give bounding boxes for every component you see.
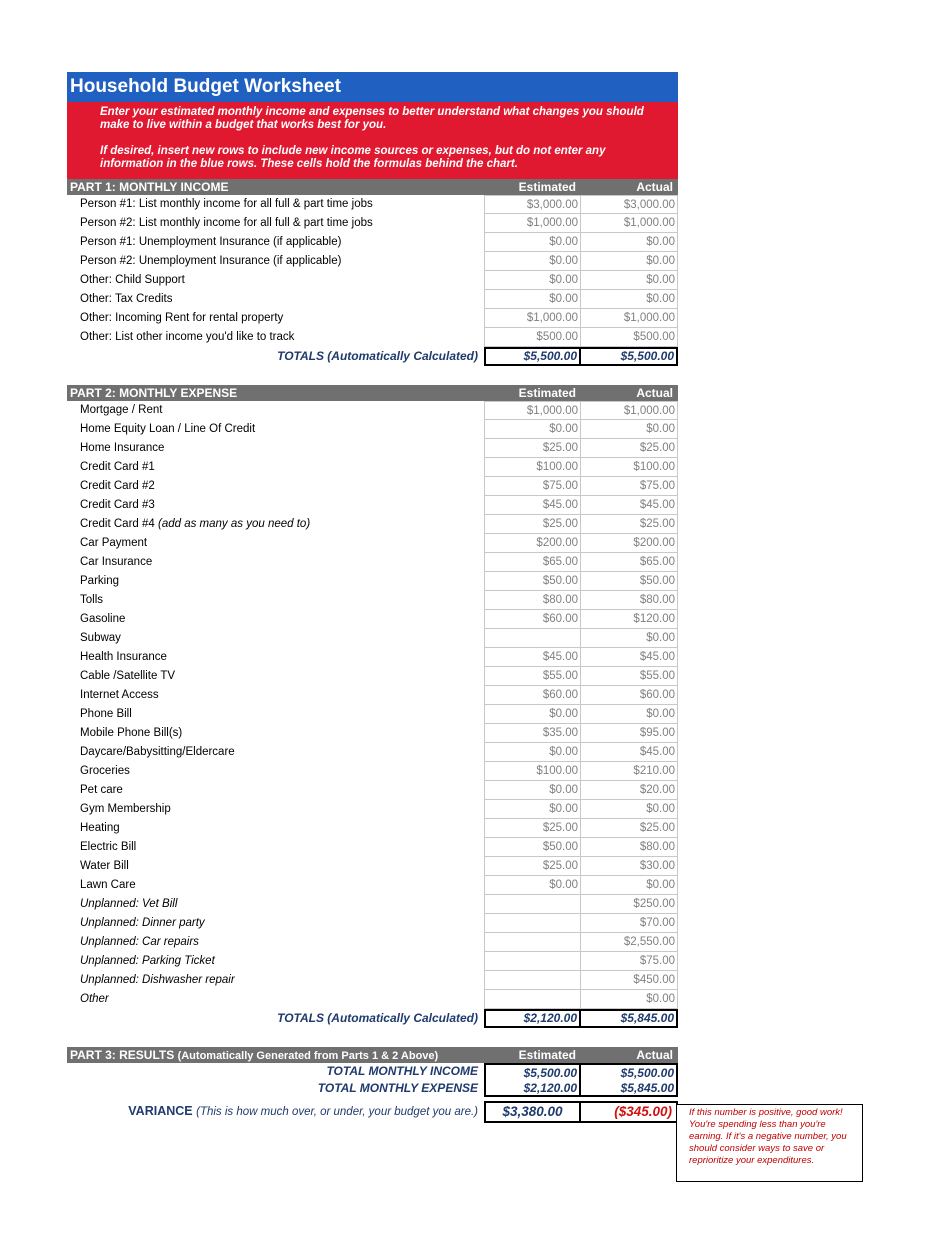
expense-row	[67, 515, 678, 534]
results-income-row	[67, 1063, 678, 1080]
expense-estimated-cell[interactable]: $25.00	[484, 857, 581, 876]
expense-actual-cell[interactable]: $20.00	[581, 781, 678, 800]
expense-actual-cell[interactable]: $80.00	[581, 838, 678, 857]
expense-actual-cell[interactable]: $120.00	[581, 610, 678, 629]
expense-estimated-cell[interactable]	[484, 914, 581, 933]
expense-estimated-cell[interactable]	[484, 990, 581, 1009]
expense-row-label-text: Unplanned: Dishwasher repair	[80, 974, 235, 986]
expense-row-label-text: Heating	[80, 822, 120, 834]
expense-row-label-text: Subway	[80, 632, 121, 644]
expense-row	[67, 933, 678, 952]
income-row	[67, 252, 678, 271]
expense-actual-cell[interactable]: $45.00	[581, 743, 678, 762]
variance-note: (This is how much over, or under, your budget you are.)	[196, 1106, 478, 1118]
income-total-estimated[interactable]: $5,500.00	[484, 347, 581, 366]
income-actual-cell[interactable]: $0.00	[581, 252, 678, 271]
expense-row-label-text: Unplanned: Car repairs	[80, 936, 199, 948]
expense-row-label	[67, 686, 484, 705]
expense-row	[67, 553, 678, 572]
income-estimated-cell[interactable]: $3,000.00	[484, 195, 581, 214]
expense-row-label-text: Credit Card #2	[80, 480, 155, 492]
results-actual-header: Actual	[636, 1048, 673, 1062]
income-row-label	[67, 328, 484, 347]
income-estimated-cell[interactable]: $0.00	[484, 233, 581, 252]
section-spacer	[67, 366, 678, 385]
expense-actual-cell[interactable]: $50.00	[581, 572, 678, 591]
income-row	[67, 271, 678, 290]
income-row-label	[67, 252, 484, 271]
income-row-label-text: Person #1: List monthly income for all full & part time jobs	[80, 198, 373, 210]
expense-row	[67, 895, 678, 914]
expense-total-actual[interactable]: $5,845.00	[581, 1009, 678, 1028]
expense-row-label-text: Water Bill	[80, 860, 129, 872]
expense-actual-cell[interactable]: $0.00	[581, 420, 678, 439]
expense-actual-cell[interactable]: $0.00	[581, 990, 678, 1009]
expense-estimated-header: Estimated	[518, 386, 576, 400]
expense-row	[67, 952, 678, 971]
expense-estimated-cell[interactable]: $65.00	[484, 553, 581, 572]
results-expense-label: TOTAL MONTHLY EXPENSE	[317, 1081, 478, 1095]
expense-row	[67, 667, 678, 686]
expense-row-label-text: Unplanned: Vet Bill	[80, 898, 178, 910]
expense-row-label	[67, 724, 484, 743]
income-row-label	[67, 233, 484, 252]
expense-totals-label: TOTALS (Automatically Calculated)	[277, 1011, 478, 1025]
expense-actual-cell[interactable]: $450.00	[581, 971, 678, 990]
expense-row-label	[67, 572, 484, 591]
variance-estimated[interactable]: $3,380.00	[484, 1101, 581, 1123]
expense-estimated-cell[interactable]: $25.00	[484, 439, 581, 458]
expense-totals-row	[67, 1009, 678, 1028]
expense-row-label	[67, 838, 484, 857]
variance-comment-box: If this number is positive, good work! You're spending less than you're earning. If it's a negative number, you should consider ways to save or reprioritize your expenditures.	[676, 1104, 863, 1182]
income-totals-row	[67, 347, 678, 366]
expense-actual-cell[interactable]: $60.00	[581, 686, 678, 705]
expense-row-label-text: Credit Card #1	[80, 461, 155, 473]
worksheet-title: Household Budget Worksheet	[67, 72, 678, 102]
income-rows	[67, 195, 678, 347]
expense-estimated-cell[interactable]: $1,000.00	[484, 401, 581, 420]
expense-actual-header: Actual	[636, 386, 673, 400]
expense-section-header	[67, 385, 678, 401]
income-row-label	[67, 271, 484, 290]
expense-row-label	[67, 439, 484, 458]
expense-row	[67, 705, 678, 724]
expense-row-label	[67, 762, 484, 781]
income-row-label	[67, 290, 484, 309]
expense-row-label-text: Unplanned: Parking Ticket	[80, 955, 215, 967]
expense-row-label	[67, 515, 484, 534]
expense-row	[67, 610, 678, 629]
expense-row-label-text: Health Insurance	[80, 651, 167, 663]
income-row	[67, 328, 678, 347]
expense-row-label-text: Credit Card #4	[80, 518, 155, 530]
expense-estimated-cell[interactable]: $35.00	[484, 724, 581, 743]
expense-estimated-cell[interactable]: $50.00	[484, 838, 581, 857]
expense-row	[67, 629, 678, 648]
results-expense-estimated[interactable]: $2,120.00	[484, 1080, 581, 1097]
expense-row-label	[67, 610, 484, 629]
expense-actual-cell[interactable]: $200.00	[581, 534, 678, 553]
expense-row-label	[67, 667, 484, 686]
income-estimated-cell[interactable]: $0.00	[484, 290, 581, 309]
expense-row-label-text: Cable /Satellite TV	[80, 670, 176, 682]
expense-actual-cell[interactable]: $0.00	[581, 705, 678, 724]
expense-estimated-cell[interactable]	[484, 895, 581, 914]
expense-row-label	[67, 705, 484, 724]
income-row	[67, 195, 678, 214]
expense-actual-cell[interactable]: $55.00	[581, 667, 678, 686]
expense-row-label-text: Home Equity Loan / Line Of Credit	[80, 423, 256, 435]
expense-actual-cell[interactable]: $45.00	[581, 648, 678, 667]
expense-row	[67, 800, 678, 819]
expense-estimated-cell[interactable]: $0.00	[484, 876, 581, 895]
expense-row	[67, 686, 678, 705]
expense-row-label-text: Credit Card #3	[80, 499, 155, 511]
expense-row-label	[67, 420, 484, 439]
expense-row	[67, 534, 678, 553]
expense-actual-cell[interactable]: $250.00	[581, 895, 678, 914]
income-row-label-text: Other: List other income you'd like to track	[80, 331, 295, 343]
income-actual-cell[interactable]: $3,000.00	[581, 195, 678, 214]
expense-row-label	[67, 401, 484, 420]
expense-row-label	[67, 819, 484, 838]
variance-row	[67, 1101, 678, 1123]
expense-row-label-text: Groceries	[80, 765, 130, 777]
expense-row-label-text: Phone Bill	[80, 708, 132, 720]
income-actual-cell[interactable]: $0.00	[581, 290, 678, 309]
expense-row-label	[67, 895, 484, 914]
expense-row-label	[67, 458, 484, 477]
results-income-actual[interactable]: $5,500.00	[581, 1063, 678, 1080]
expense-estimated-cell[interactable]: $0.00	[484, 420, 581, 439]
results-section-header	[67, 1047, 678, 1063]
expense-actual-cell[interactable]: $70.00	[581, 914, 678, 933]
expense-row-label	[67, 477, 484, 496]
variance-label-group	[67, 1101, 484, 1123]
expense-actual-cell[interactable]: $210.00	[581, 762, 678, 781]
expense-row	[67, 648, 678, 667]
expense-estimated-cell[interactable]: $60.00	[484, 686, 581, 705]
income-estimated-cell[interactable]: $0.00	[484, 271, 581, 290]
expense-row-label-note: (add as many as you need to)	[158, 518, 311, 530]
expense-actual-cell[interactable]: $30.00	[581, 857, 678, 876]
income-row	[67, 290, 678, 309]
expense-estimated-cell[interactable]: $0.00	[484, 705, 581, 724]
expense-estimated-cell[interactable]: $0.00	[484, 800, 581, 819]
expense-actual-cell[interactable]: $95.00	[581, 724, 678, 743]
income-row	[67, 309, 678, 328]
expense-row-label-text: Mortgage / Rent	[80, 404, 163, 416]
expense-row-label	[67, 648, 484, 667]
income-actual-cell[interactable]: $1,000.00	[581, 214, 678, 233]
expense-estimated-cell[interactable]: $50.00	[484, 572, 581, 591]
expense-row-label	[67, 553, 484, 572]
income-totals-label: TOTALS (Automatically Calculated)	[277, 349, 478, 363]
instructions-banner	[67, 102, 678, 179]
expense-row-label	[67, 971, 484, 990]
expense-row-label-text: Home Insurance	[80, 442, 165, 454]
expense-row-label-text: Parking	[80, 575, 119, 587]
expense-header-label: PART 2: MONTHLY EXPENSE	[70, 386, 238, 400]
expense-row-label	[67, 629, 484, 648]
expense-estimated-cell[interactable]: $25.00	[484, 819, 581, 838]
income-estimated-cell[interactable]: $1,000.00	[484, 309, 581, 328]
results-header-title: PART 3: RESULTS	[70, 1048, 175, 1062]
income-estimated-cell[interactable]: $1,000.00	[484, 214, 581, 233]
expense-row-label	[67, 914, 484, 933]
income-actual-cell[interactable]: $0.00	[581, 233, 678, 252]
expense-row-label-text: Lawn Care	[80, 879, 136, 891]
results-estimated-header: Estimated	[518, 1048, 576, 1062]
expense-row	[67, 591, 678, 610]
expense-actual-cell[interactable]: $0.00	[581, 800, 678, 819]
expense-row	[67, 420, 678, 439]
expense-row	[67, 724, 678, 743]
expense-actual-cell[interactable]: $25.00	[581, 439, 678, 458]
expense-actual-cell[interactable]: $80.00	[581, 591, 678, 610]
income-total-actual[interactable]: $5,500.00	[581, 347, 678, 366]
expense-actual-cell[interactable]: $75.00	[581, 477, 678, 496]
expense-estimated-cell[interactable]: $60.00	[484, 610, 581, 629]
expense-row-label	[67, 781, 484, 800]
expense-row	[67, 496, 678, 515]
expense-estimated-cell[interactable]: $45.00	[484, 648, 581, 667]
expense-row	[67, 857, 678, 876]
expense-estimated-cell[interactable]: $200.00	[484, 534, 581, 553]
results-expense-row	[67, 1080, 678, 1097]
expense-row	[67, 914, 678, 933]
expense-actual-cell[interactable]: $25.00	[581, 515, 678, 534]
expense-estimated-cell[interactable]: $45.00	[484, 496, 581, 515]
section-spacer	[67, 1028, 678, 1047]
expense-actual-cell[interactable]: $25.00	[581, 819, 678, 838]
expense-row-label	[67, 876, 484, 895]
expense-row-label	[67, 857, 484, 876]
expense-row-label-text: Pet care	[80, 784, 123, 796]
results-income-estimated[interactable]: $5,500.00	[484, 1063, 581, 1080]
expense-row	[67, 572, 678, 591]
income-section-header	[67, 179, 678, 195]
variance-label: VARIANCE	[128, 1104, 193, 1118]
expense-row-label	[67, 990, 484, 1009]
expense-row	[67, 876, 678, 895]
expense-actual-cell[interactable]: $0.00	[581, 629, 678, 648]
expense-row-label-text: Electric Bill	[80, 841, 137, 853]
expense-actual-cell[interactable]: $2,550.00	[581, 933, 678, 952]
expense-row-label-text: Unplanned: Dinner party	[80, 917, 205, 929]
expense-actual-cell[interactable]: $0.00	[581, 876, 678, 895]
expense-row	[67, 762, 678, 781]
expense-row	[67, 477, 678, 496]
income-row-label	[67, 214, 484, 233]
income-row-label	[67, 309, 484, 328]
income-row-label-text: Person #2: List monthly income for all full & part time jobs	[80, 217, 373, 229]
expense-row-label	[67, 743, 484, 762]
expense-estimated-cell[interactable]: $0.00	[484, 781, 581, 800]
income-header-label: PART 1: MONTHLY INCOME	[70, 180, 229, 194]
variance-actual[interactable]: ($345.00)	[581, 1101, 678, 1123]
expense-actual-cell[interactable]: $75.00	[581, 952, 678, 971]
budget-worksheet	[67, 72, 678, 1123]
expense-estimated-cell[interactable]: $75.00	[484, 477, 581, 496]
income-actual-cell[interactable]: $0.00	[581, 271, 678, 290]
expense-estimated-cell[interactable]: $55.00	[484, 667, 581, 686]
expense-estimated-cell[interactable]	[484, 933, 581, 952]
income-row	[67, 214, 678, 233]
expense-row-label-text: Car Insurance	[80, 556, 153, 568]
income-row-label-text: Other: Tax Credits	[80, 293, 173, 305]
income-row-label	[67, 195, 484, 214]
expense-total-estimated[interactable]: $2,120.00	[484, 1009, 581, 1028]
income-row	[67, 233, 678, 252]
income-actual-header: Actual	[636, 180, 673, 194]
expense-row-label-text: Daycare/Babysitting/Eldercare	[80, 746, 235, 758]
expense-row	[67, 838, 678, 857]
expense-estimated-cell[interactable]	[484, 629, 581, 648]
expense-row	[67, 819, 678, 838]
results-income-label: TOTAL MONTHLY INCOME	[326, 1064, 478, 1078]
income-estimated-cell[interactable]: $0.00	[484, 252, 581, 271]
expense-row	[67, 458, 678, 477]
expense-actual-cell[interactable]: $65.00	[581, 553, 678, 572]
income-row-label-text: Person #2: Unemployment Insurance (if applicable)	[80, 255, 342, 267]
expense-row-label	[67, 952, 484, 971]
expense-actual-cell[interactable]: $45.00	[581, 496, 678, 515]
expense-row	[67, 743, 678, 762]
expense-estimated-cell[interactable]: $100.00	[484, 762, 581, 781]
expense-rows	[67, 401, 678, 1009]
expense-row-label	[67, 496, 484, 515]
expense-row-label	[67, 591, 484, 610]
instructions-paragraph-2: If desired, insert new rows to include new income sources or expenses, but do not enter any information in the blue rows. These cells hold the formulas behind the chart.	[100, 145, 606, 170]
income-row-label-text: Other: Incoming Rent for rental property	[80, 312, 284, 324]
expense-row-label-text: Gasoline	[80, 613, 126, 625]
expense-row-label-text: Internet Access	[80, 689, 159, 701]
expense-row-label-text: Tolls	[80, 594, 104, 606]
expense-row	[67, 439, 678, 458]
expense-estimated-cell[interactable]: $25.00	[484, 515, 581, 534]
results-header-subtitle: (Automatically Generated from Parts 1 & 2 Above)	[177, 1050, 439, 1062]
income-actual-cell[interactable]: $1,000.00	[581, 309, 678, 328]
expense-actual-cell[interactable]: $100.00	[581, 458, 678, 477]
expense-estimated-cell[interactable]: $80.00	[484, 591, 581, 610]
expense-row-label-text: Mobile Phone Bill(s)	[80, 727, 183, 739]
expense-row	[67, 990, 678, 1009]
income-row-label-text: Person #1: Unemployment Insurance (if applicable)	[80, 236, 342, 248]
expense-row-label	[67, 800, 484, 819]
income-actual-cell[interactable]: $500.00	[581, 328, 678, 347]
income-estimated-cell[interactable]: $500.00	[484, 328, 581, 347]
results-expense-actual[interactable]: $5,845.00	[581, 1080, 678, 1097]
expense-row-label	[67, 534, 484, 553]
expense-row-label-text: Other	[80, 993, 109, 1005]
expense-estimated-cell[interactable]	[484, 971, 581, 990]
expense-row	[67, 971, 678, 990]
expense-row-label	[67, 933, 484, 952]
expense-estimated-cell[interactable]: $0.00	[484, 743, 581, 762]
income-estimated-header: Estimated	[518, 180, 576, 194]
expense-row	[67, 781, 678, 800]
expense-row-label-text: Gym Membership	[80, 803, 171, 815]
expense-row	[67, 401, 678, 420]
instructions-paragraph-1: Enter your estimated monthly income and expenses to better understand what changes you should make to live within a budget that works best for you.	[100, 106, 644, 131]
results-header-label	[67, 1047, 484, 1063]
expense-actual-cell[interactable]: $1,000.00	[581, 401, 678, 420]
expense-estimated-cell[interactable]	[484, 952, 581, 971]
expense-estimated-cell[interactable]: $100.00	[484, 458, 581, 477]
income-row-label-text: Other: Child Support	[80, 274, 185, 286]
expense-row-label-text: Car Payment	[80, 537, 148, 549]
